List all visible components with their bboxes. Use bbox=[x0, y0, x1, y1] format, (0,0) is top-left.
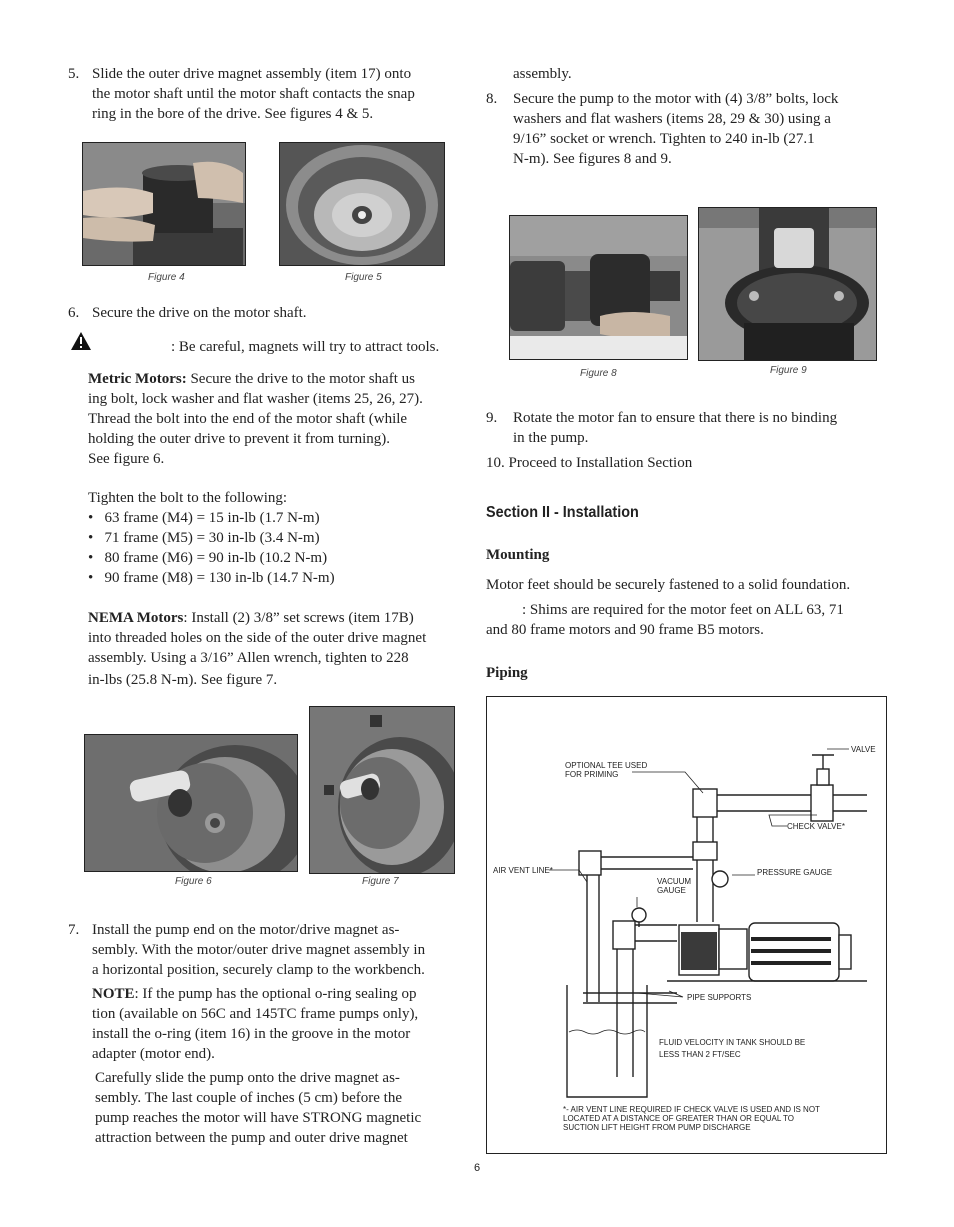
label-pressure-gauge: PRESSURE GAUGE bbox=[757, 868, 833, 877]
step-5-line-3: ring in the bore of the drive. See figures 4 & 5. bbox=[92, 106, 374, 122]
assembly-continuation: assembly. bbox=[513, 66, 572, 82]
step-9-number: 9. bbox=[486, 410, 498, 426]
warning-icon bbox=[70, 331, 92, 351]
note-line-4: adapter (motor end). bbox=[92, 1046, 215, 1062]
metric-motors-line-3: Thread the bolt into the end of the motor shaft (while bbox=[88, 411, 408, 427]
note-line-2: tion (available on 56C and 145TC frame pumps only), bbox=[92, 1006, 419, 1022]
footnote-line-3: SUCTION LIFT HEIGHT FROM PUMP DISCHARGE bbox=[563, 1123, 751, 1132]
note-label: NOTE bbox=[92, 986, 135, 1002]
tighten-item-4: • 90 frame (M8) = 130 in-lb (14.7 N-m) bbox=[88, 570, 335, 586]
step-8-number: 8. bbox=[486, 91, 498, 107]
label-fluid-velocity-1: FLUID VELOCITY IN TANK SHOULD BE bbox=[659, 1038, 806, 1047]
metric-motors-line-5: See figure 6. bbox=[88, 451, 165, 467]
tighten-item-1: • 63 frame (M4) = 15 in-lb (1.7 N-m) bbox=[88, 510, 320, 526]
page-number: 6 bbox=[474, 1162, 481, 1174]
nema-motors-label: NEMA Motors bbox=[88, 610, 184, 626]
mounting-line-2: : Shims are required for the motor feet on ALL 63, 71 bbox=[522, 602, 844, 618]
careful-line-3: pump reaches the motor will have STRONG magnetic bbox=[95, 1110, 422, 1126]
mounting-heading: Mounting bbox=[486, 547, 550, 563]
note-line-1 bbox=[92, 984, 417, 1004]
label-optional-tee-2: FOR PRIMING bbox=[565, 770, 619, 779]
section-title: Section II - Installation bbox=[486, 504, 639, 521]
figure-4-caption: Figure 4 bbox=[148, 272, 185, 283]
label-fluid-velocity-2: LESS THAN 2 FT/SEC bbox=[659, 1050, 741, 1059]
warning-text: : Be careful, magnets will try to attract tools. bbox=[171, 339, 440, 355]
figure-5-caption: Figure 5 bbox=[345, 272, 382, 283]
metric-motors-line-1 bbox=[88, 369, 415, 389]
step-7-number: 7. bbox=[68, 922, 80, 938]
step-5-line-2: the motor shaft until the motor shaft contacts the snap bbox=[92, 86, 415, 102]
label-vacuum-gauge-2: GAUGE bbox=[657, 886, 686, 895]
figure-9-photo bbox=[698, 207, 877, 361]
figure-7-caption: Figure 7 bbox=[362, 876, 399, 887]
figure-5-photo bbox=[279, 142, 445, 266]
piping-diagram bbox=[486, 696, 887, 1154]
step-5-number: 5. bbox=[68, 66, 80, 82]
metric-motors-line-2: ing bolt, lock washer and flat washer (items 25, 26, 27). bbox=[88, 391, 423, 407]
label-check-valve: CHECK VALVE* bbox=[787, 822, 845, 831]
step-5-line-1: Slide the outer drive magnet assembly (item 17) onto bbox=[92, 66, 412, 82]
label-valve: VALVE bbox=[851, 745, 876, 754]
figure-6-caption: Figure 6 bbox=[175, 876, 212, 887]
nema-motors-line-1 bbox=[88, 608, 414, 628]
label-optional-tee-1: OPTIONAL TEE USED bbox=[565, 761, 648, 770]
mounting-line-1: Motor feet should be securely fastened to a solid foundation. bbox=[486, 577, 851, 593]
tighten-intro: Tighten the bolt to the following: bbox=[88, 490, 288, 506]
label-vacuum-gauge-1: VACUUM bbox=[657, 877, 692, 886]
label-pipe-supports: PIPE SUPPORTS bbox=[687, 993, 752, 1002]
figure-8-caption: Figure 8 bbox=[580, 368, 617, 379]
tighten-item-3: • 80 frame (M6) = 90 in-lb (10.2 N-m) bbox=[88, 550, 328, 566]
note-text: : If the pump has the optional o-ring sealing op bbox=[134, 986, 417, 1002]
nema-motors-line-4: in-lbs (25.8 N-m). See figure 7. bbox=[88, 672, 278, 688]
step-6-text: Secure the drive on the motor shaft. bbox=[92, 305, 307, 321]
mounting-line-3: and 80 frame motors and 90 frame B5 motors. bbox=[486, 622, 764, 638]
tighten-item-2: • 71 frame (M5) = 30 in-lb (3.4 N-m) bbox=[88, 530, 320, 546]
note-line-3: install the o-ring (item 16) in the groove in the motor bbox=[92, 1026, 411, 1042]
step-8-line-2: washers and flat washers (items 28, 29 & 30) using a bbox=[513, 111, 831, 127]
nema-motors-line-2: into threaded holes on the side of the outer drive magnet bbox=[88, 630, 427, 646]
step-9-line-1: Rotate the motor fan to ensure that there is no binding bbox=[513, 410, 838, 426]
step-7-line-2: sembly. With the motor/outer drive magnet assembly in bbox=[92, 942, 426, 958]
step-8-line-1: Secure the pump to the motor with (4) 3/8” bolts, lock bbox=[513, 91, 839, 107]
figure-7-render bbox=[309, 706, 455, 874]
step-7-line-1: Install the pump end on the motor/drive magnet as- bbox=[92, 922, 400, 938]
figure-9-caption: Figure 9 bbox=[770, 365, 807, 376]
nema-motors-line-3: assembly. Using a 3/16” Allen wrench, tighten to 228 bbox=[88, 650, 409, 666]
figure-4-photo bbox=[82, 142, 246, 266]
step-6-number: 6. bbox=[68, 305, 80, 321]
careful-line-2: sembly. The last couple of inches (5 cm) before the bbox=[95, 1090, 402, 1106]
metric-motors-label: Metric Motors: bbox=[88, 371, 187, 387]
careful-line-1: Carefully slide the pump onto the drive magnet as- bbox=[95, 1070, 400, 1086]
step-10-text: 10. Proceed to Installation Section bbox=[486, 455, 693, 471]
nema-motors-text: : Install (2) 3/8” set screws (item 17B) bbox=[183, 610, 414, 626]
step-9-line-2: in the pump. bbox=[513, 430, 589, 446]
step-8-line-3: 9/16” socket or wrench. Tighten to 240 in-lb (27.1 bbox=[513, 131, 815, 147]
careful-line-4: attraction between the pump and outer drive magnet bbox=[95, 1130, 408, 1146]
metric-motors-text: Secure the drive to the motor shaft us bbox=[186, 371, 415, 387]
figure-6-render bbox=[84, 734, 298, 872]
label-air-vent: AIR VENT LINE* bbox=[493, 866, 553, 875]
footnote-line-1: *- AIR VENT LINE REQUIRED IF CHECK VALVE IS USED AND IS NOT bbox=[563, 1105, 820, 1114]
step-7-line-3: a horizontal position, securely clamp to the workbench. bbox=[92, 962, 425, 978]
metric-motors-line-4: holding the outer drive to prevent it from turning). bbox=[88, 431, 391, 447]
figure-8-photo bbox=[509, 215, 688, 360]
piping-heading: Piping bbox=[486, 665, 528, 681]
step-8-line-4: N-m). See figures 8 and 9. bbox=[513, 151, 672, 167]
footnote-line-2: LOCATED AT A DISTANCE OF GREATER THAN OR EQUAL TO bbox=[563, 1114, 795, 1123]
